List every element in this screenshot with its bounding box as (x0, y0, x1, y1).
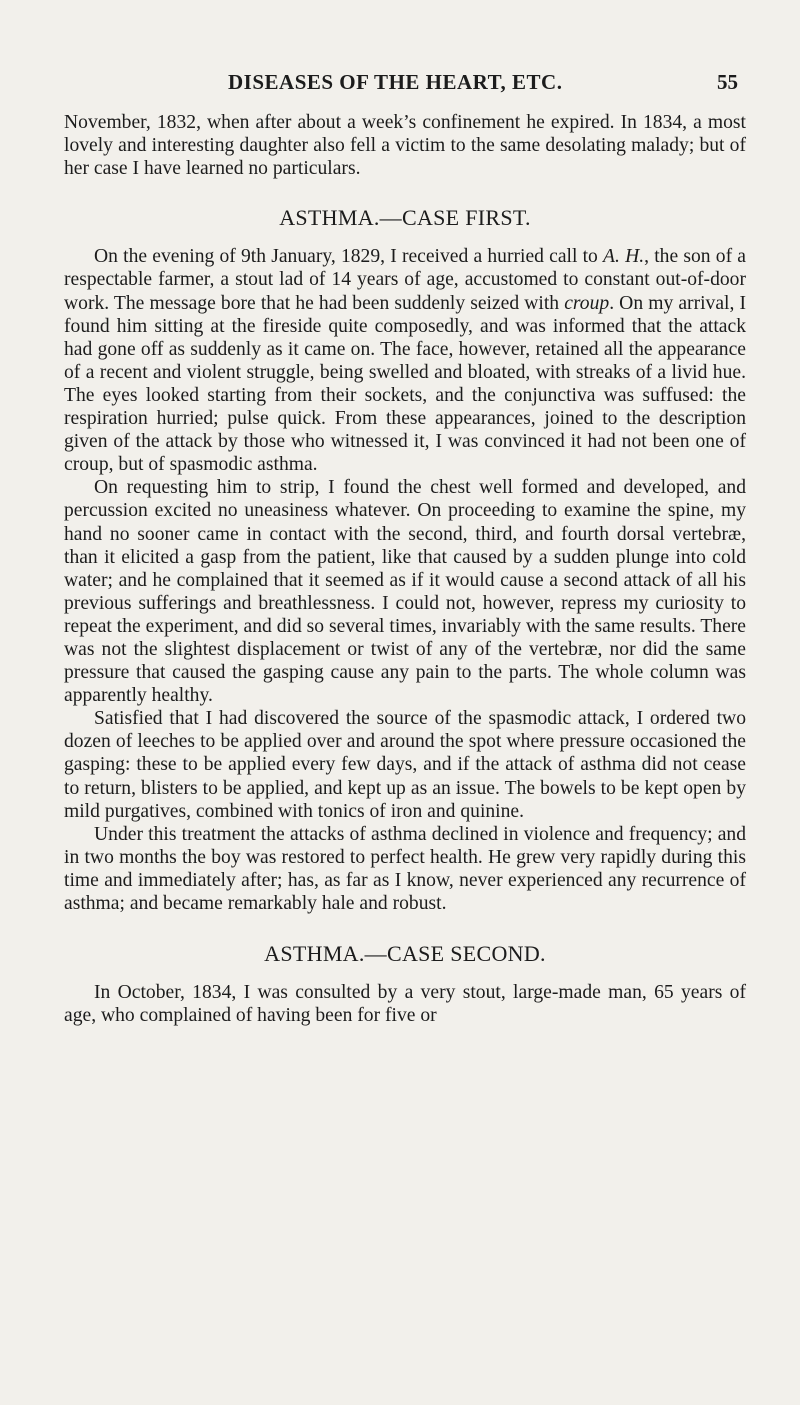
case-first-paragraph-4: Under this treatment the attacks of asthma declined in violence and frequency; and in two months the boy was restored to perfect health. He grew very rapidly during this time and immediately after; has, as far as I know, never experienced any recurrence of asthma; and became remarkably hale and robust. (64, 823, 746, 914)
running-head (0, 70, 800, 102)
opening-paragraph: November, 1832, when after about a week’s confinement he expired. In 1834, a most lovely and interesting daughter also fell a victim to the same desolating malady; but of her case I have learned no particulars. (64, 112, 746, 180)
case-first-p1-middle: , the son of a respectable farmer, a stout lad of 14 years of age, accustomed to constant out-of-door work. The message bore that he had been suddenly seized with (64, 246, 746, 314)
croup-term: croup (564, 292, 610, 314)
case-first-heading: ASTHMA.—CASE FIRST. (279, 205, 531, 231)
case-first-paragraph-1 (64, 245, 746, 476)
case-first-p1-before-name: On the evening of 9th January, 1829, I received a hurried call to (94, 246, 604, 268)
case-first-p1-after: . On my arrival, I found him sitting at the fireside quite composedly, and was informed that the attack had gone off as suddenly as it came on. The face, however, retained all the appearance of a recent and violent struggle, being swelled and bloated, with streaks of a livid hue. The eyes looked starting from their sockets, and the conjunctiva was suffused: the respiration hurried; pulse quick. From these appearances, joined to the description given of the attack by those who witnessed it, I was convinced it had not been one of croup, but of spasmodic asthma. (64, 292, 746, 476)
case-first-paragraph-2: On requesting him to strip, I found the chest well formed and developed, and percussion excited no uneasiness whatever. On proceeding to examine the spine, my hand no sooner came in contact with the second, third, and fourth dorsal vertebræ, than it elicited a gasp from the patient, like that caused by a sudden plunge into cold water; and he complained that it seemed as if it would cause a second attack of all his previous sufferings and breathlessness. I could not, however, repress my curiosity to repeat the experiment, and did so several times, invariably with the same results. There was not the slightest displacement or twist of any of the vertebræ, nor did the same pressure that caused the gasping cause any pain to the parts. The whole column was apparently healthy. (64, 477, 746, 707)
case-first-paragraph-3: Satisfied that I had discovered the source of the spasmodic attack, I ordered two dozen of leeches to be applied over and around the spot where pressure occasioned the gasping: these to be applied every few days, and if the attack of asthma did not cease to return, blisters to be applied, and kept up as an issue. The bowels to be kept open by mild purgatives, combined with tonics of iron and quinine. (64, 708, 746, 822)
case-second-paragraph-1: In October, 1834, I was consulted by a very stout, large-made man, 65 years of age, who complained of having been for five or (64, 982, 746, 1027)
running-title: DISEASES OF THE HEART, ETC. (228, 70, 563, 94)
case-second-heading: ASTHMA.—CASE SECOND. (264, 941, 546, 967)
patient-initials: A. H. (603, 246, 645, 268)
page-number: 55 (717, 70, 738, 94)
body-text (64, 111, 746, 1027)
